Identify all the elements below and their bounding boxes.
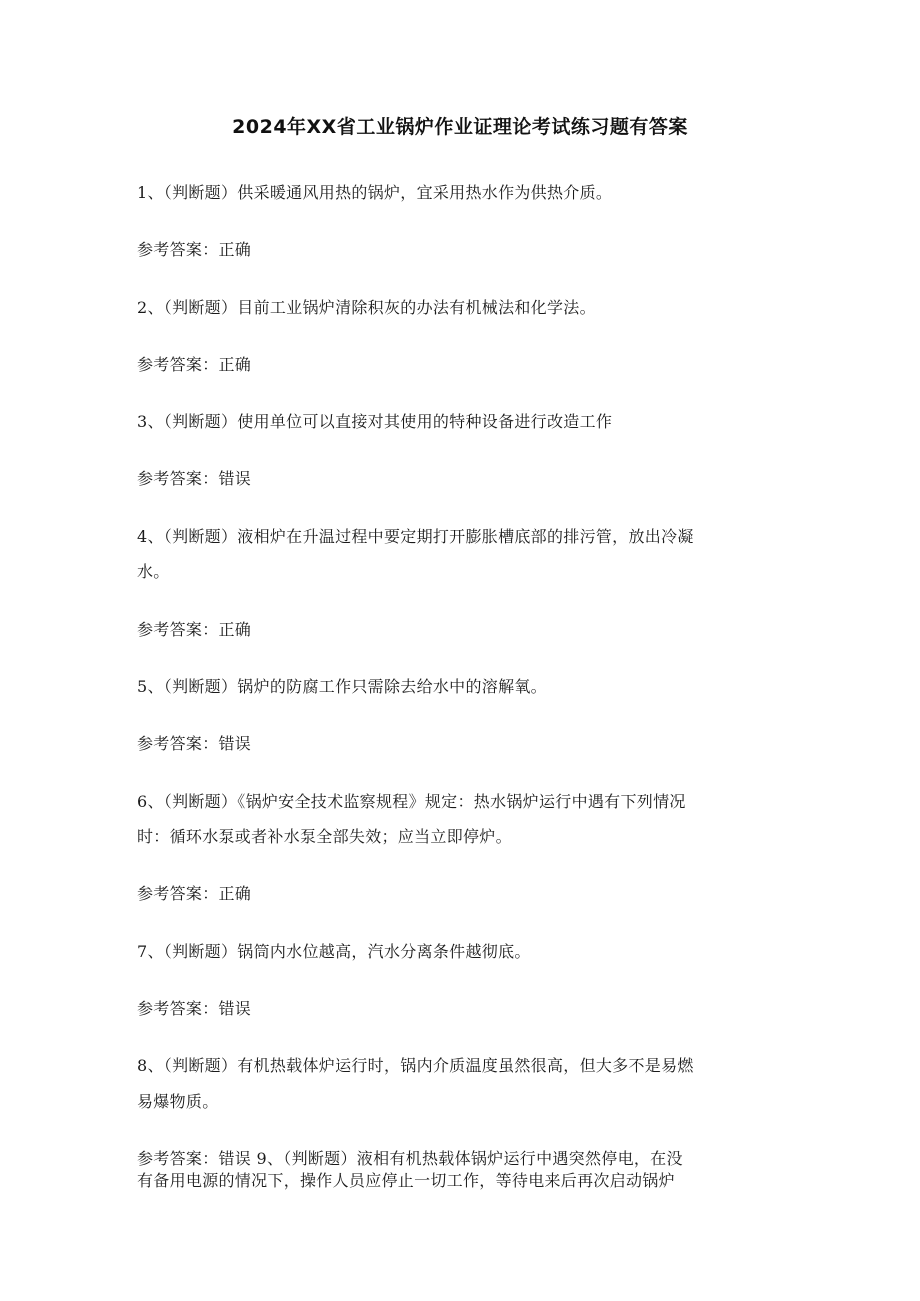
- question-1-text: 1、（判断题）供采暖通风用热的锅炉，宜采用热水作为供热介质。: [137, 183, 613, 202]
- answer-7: 参考答案：错误: [137, 999, 252, 1018]
- question-4-text-cont: 水。: [137, 562, 170, 581]
- question-7-text: 7、（判断题）锅筒内水位越高，汽水分离条件越彻底。: [137, 942, 531, 961]
- question-2-text: 2、（判断题）目前工业锅炉清除积灰的办法有机械法和化学法。: [137, 298, 596, 317]
- answer-8-question-9: 参考答案：错误 9、（判断题）液相有机热载体锅炉运行中遇突然停电，在没: [137, 1149, 683, 1168]
- question-9-text-cont: 有备用电源的情况下，操作人员应停止一切工作，等待电来后再次启动锅炉: [137, 1171, 675, 1190]
- answer-4: 参考答案：正确: [137, 620, 252, 639]
- question-6-text: 6、（判断题）《锅炉安全技术监察规程》规定：热水锅炉运行中遇有下列情况: [137, 792, 686, 811]
- question-4-text: 4、（判断题）液相炉在升温过程中要定期打开膨胀槽底部的排污管，放出冷凝: [137, 527, 694, 546]
- answer-5: 参考答案：错误: [137, 734, 252, 753]
- question-8-text-cont: 易爆物质。: [137, 1092, 219, 1111]
- document-title: 2024年XX省工业锅炉作业证理论考试练习题有答案: [232, 116, 688, 138]
- question-5-text: 5、（判断题）锅炉的防腐工作只需除去给水中的溶解氧。: [137, 677, 547, 696]
- question-6-text-cont: 时：循环水泵或者补水泵全部失效；应当立即停炉。: [137, 827, 512, 846]
- answer-2: 参考答案：正确: [137, 355, 252, 374]
- answer-3: 参考答案：错误: [137, 469, 252, 488]
- answer-1: 参考答案：正确: [137, 240, 252, 259]
- question-3-text: 3、（判断题）使用单位可以直接对其使用的特种设备进行改造工作: [137, 412, 613, 431]
- question-8-text: 8、（判断题）有机热载体炉运行时，锅内介质温度虽然很高，但大多不是易燃: [137, 1056, 694, 1075]
- answer-6: 参考答案：正确: [137, 884, 252, 903]
